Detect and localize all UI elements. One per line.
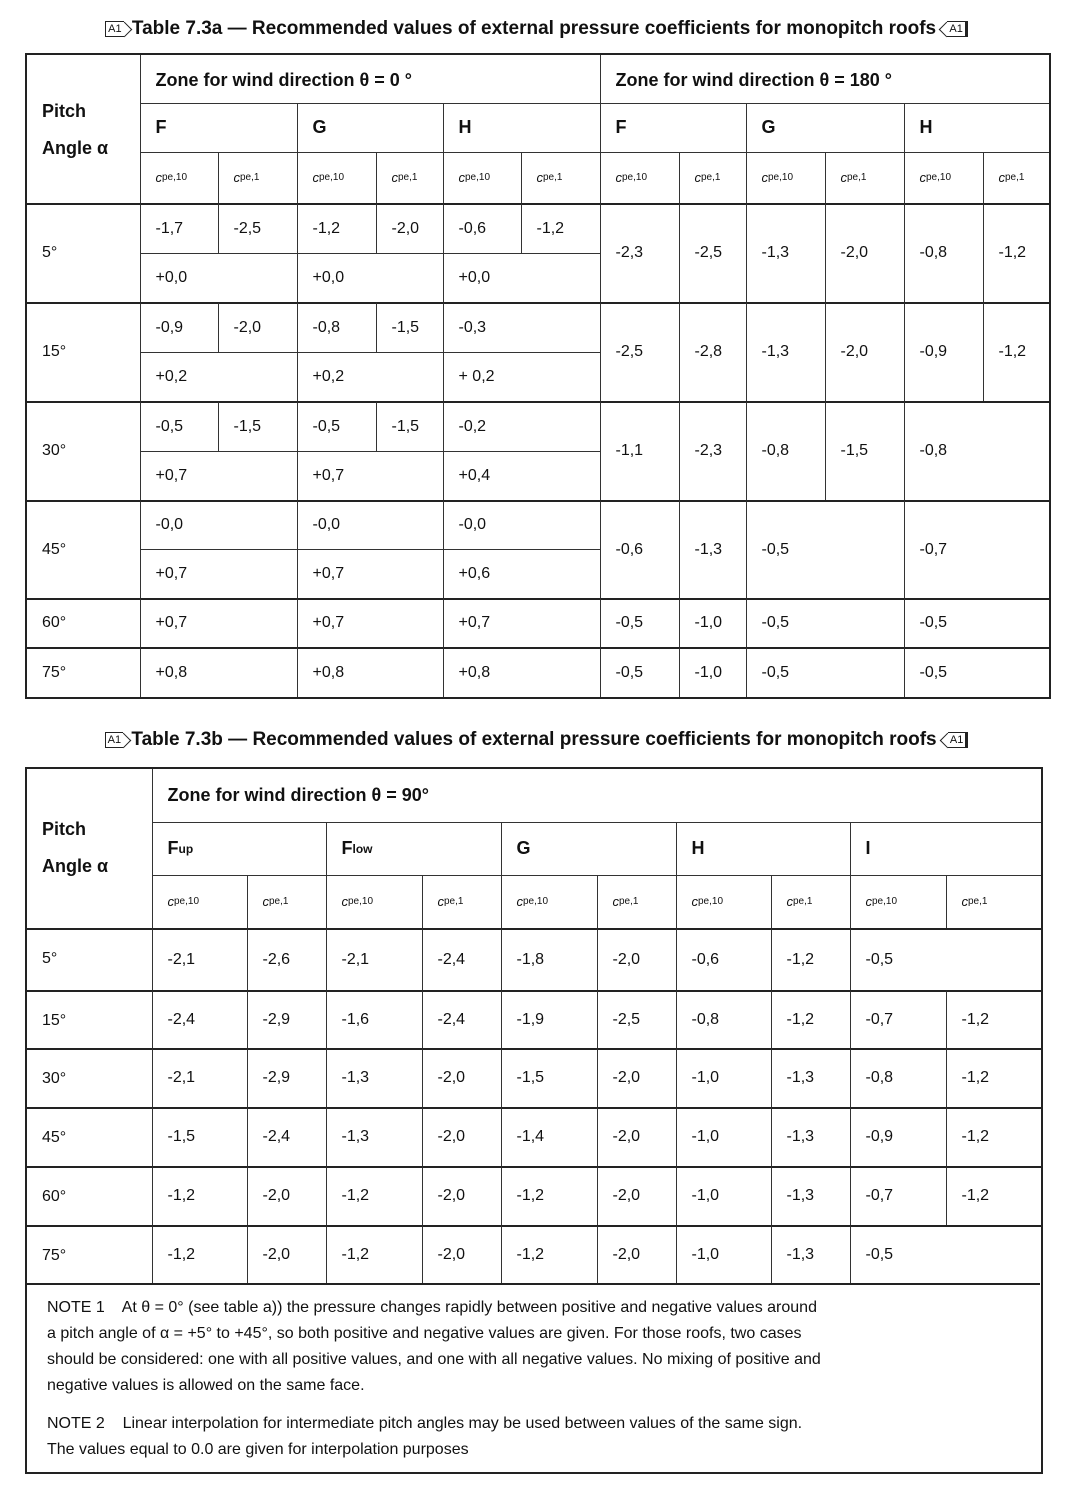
notes-section — [27, 1283, 1040, 1472]
cpe1-header — [521, 152, 600, 203]
zone-letter: I — [865, 838, 871, 858]
cpe-value-cell: -0,6 — [443, 203, 521, 253]
cpe-value-cell: -1,3 — [771, 1107, 850, 1166]
cpe-value-cell: -1,0 — [676, 1225, 771, 1283]
cpe-value-cell: -1,3 — [326, 1107, 422, 1166]
cpe-value-cell: -1,3 — [771, 1048, 850, 1107]
table-7-3b — [25, 767, 1043, 1474]
cpe-value-cell: -2,0 — [218, 302, 297, 352]
cpe-value-cell-theta-180: -0,5 — [746, 647, 904, 697]
cpe-symbol: c — [612, 894, 619, 909]
cpe-positive-value-cell: +0,0 — [443, 253, 600, 302]
cpe-symbol: c — [919, 170, 926, 185]
cpe-value-cell-theta-180: -1,0 — [679, 647, 746, 697]
cpe-value-cell-theta-180: -1,5 — [825, 401, 904, 500]
amendment-end-marker-icon: A1 — [947, 21, 967, 37]
cpe-value-cell: -1,2 — [771, 928, 850, 990]
cpe-value-cell: -0,5 — [850, 1225, 1041, 1283]
cpe-symbol: c — [786, 894, 793, 909]
cpe-value-cell-theta-180: -1,1 — [600, 401, 679, 500]
amendment-end-marker-icon: A1 — [948, 732, 968, 748]
cpe-value-cell-theta-180: -2,8 — [679, 302, 746, 401]
cpe-value-cell: -1,0 — [676, 1048, 771, 1107]
zone-letter-header: F — [140, 103, 297, 152]
pitch-angle-cell: 45° — [27, 500, 142, 598]
cpe-subscript: pe,1 — [444, 896, 464, 907]
note-line: The values equal to 0.0 are given for interpolation purposes — [47, 1440, 469, 1458]
cpe-value-cell: -0,3 — [443, 302, 600, 352]
zone-letter-header — [501, 822, 676, 875]
cpe-value-cell: -1,2 — [946, 1048, 1041, 1107]
cpe-value-cell: -2,1 — [152, 928, 247, 990]
cpe1-header — [946, 875, 1041, 928]
amendment-start-marker-icon: A1 — [105, 21, 123, 37]
cpe-value-cell-theta-180: -0,5 — [746, 500, 904, 598]
cpe-value-cell: -1,5 — [152, 1107, 247, 1166]
cpe-positive-value-cell: +0,0 — [297, 253, 443, 302]
cpe-subscript: pe,1 — [619, 896, 639, 907]
cpe-symbol: c — [233, 170, 240, 185]
cpe-symbol: c — [536, 170, 543, 185]
cpe1-header — [679, 152, 746, 203]
cpe-value-cell-theta-180: -1,3 — [679, 500, 746, 598]
cpe-subscript: pe,1 — [269, 896, 289, 907]
cpe-subscript: pe,1 — [398, 172, 418, 183]
cpe-value-cell-theta-180: -0,5 — [600, 598, 679, 647]
cpe-subscript: pe,10 — [768, 172, 794, 183]
cpe-value-cell-theta-180: -2,3 — [679, 401, 746, 500]
cpe-positive-value-cell: +0,2 — [297, 352, 443, 401]
cpe-value-cell: -1,2 — [501, 1225, 597, 1283]
cpe-symbol: c — [437, 894, 444, 909]
cpe-value-cell-theta-180: -0,6 — [600, 500, 679, 598]
cpe-value-cell-theta-180: -0,5 — [600, 647, 679, 697]
cpe-value-cell: -1,2 — [946, 990, 1041, 1048]
cpe-value-cell: -1,2 — [152, 1166, 247, 1225]
cpe-value-cell: -1,5 — [376, 302, 443, 352]
zone-header-theta-0: Zone for wind direction θ = 0 ° — [140, 55, 600, 105]
cpe-value-cell: -0,5 — [140, 401, 218, 451]
cpe1-header — [597, 875, 676, 928]
cpe-value-cell: -2,4 — [422, 928, 501, 990]
cpe-value-cell-theta-180: -1,0 — [679, 598, 746, 647]
note-1 — [47, 1295, 1040, 1399]
zone-letter-header — [326, 822, 501, 875]
cpe-subscript: pe,10 — [872, 896, 898, 907]
zone-letter: H — [691, 838, 705, 858]
table-b-caption-text: Table 7.3b — Recommended values of external pressure coefficients for monopitch roofs — [131, 729, 937, 750]
cpe-subscript: pe,1 — [543, 172, 563, 183]
cpe-positive-value-cell: +0,7 — [140, 451, 297, 500]
cpe10-header — [152, 875, 247, 928]
cpe-value-cell: -0,8 — [676, 990, 771, 1048]
cpe-value-cell: -0,9 — [140, 302, 218, 352]
cpe1-header — [218, 152, 297, 203]
cpe-subscript: pe,1 — [847, 172, 867, 183]
cpe-value-cell: -2,4 — [247, 1107, 326, 1166]
cpe-subscript: pe,10 — [348, 896, 374, 907]
note-line: negative values is allowed on the same face. — [47, 1376, 365, 1394]
cpe-value-cell: -2,4 — [152, 990, 247, 1048]
cpe-value-cell: -1,8 — [501, 928, 597, 990]
zone-letter-header: H — [904, 103, 1049, 152]
pitch-angle-header — [27, 55, 142, 205]
cpe-positive-value-cell: +0,4 — [443, 451, 600, 500]
cpe10-header — [850, 875, 946, 928]
pitch-angle-cell: 60° — [27, 1166, 154, 1225]
cpe-value-cell: -2,0 — [597, 1166, 676, 1225]
cpe-positive-value-cell: +0,7 — [297, 549, 443, 598]
pitch-angle-cell: 5° — [27, 203, 142, 302]
pitch-angle-cell: 15° — [27, 302, 142, 401]
pitch-angle-cell: 75° — [27, 1225, 154, 1283]
cpe-value-cell: -1,5 — [501, 1048, 597, 1107]
cpe-value-cell: -0,5 — [850, 928, 1041, 990]
cpe-symbol: c — [998, 170, 1005, 185]
cpe-value-cell: +0,7 — [443, 598, 600, 647]
cpe-symbol: c — [312, 170, 319, 185]
cpe-value-cell: -1,2 — [771, 990, 850, 1048]
cpe-value-cell: -2,9 — [247, 1048, 326, 1107]
cpe-value-cell-theta-180: -0,5 — [904, 598, 1049, 647]
cpe-value-cell: -0,0 — [443, 500, 600, 549]
cpe-value-cell: -2,4 — [422, 990, 501, 1048]
cpe-value-cell: -1,0 — [676, 1107, 771, 1166]
cpe-value-cell: -2,0 — [422, 1048, 501, 1107]
cpe10-header — [326, 875, 422, 928]
cpe-symbol: c — [458, 170, 465, 185]
cpe-value-cell-theta-180: -2,0 — [825, 302, 904, 401]
cpe-symbol: c — [691, 894, 698, 909]
cpe-value-cell: +0,7 — [297, 598, 443, 647]
cpe1-header — [983, 152, 1049, 203]
cpe-value-cell: -2,6 — [247, 928, 326, 990]
cpe-value-cell-theta-180: -2,5 — [679, 203, 746, 302]
cpe-value-cell: -2,0 — [376, 203, 443, 253]
cpe-value-cell: -2,0 — [422, 1225, 501, 1283]
cpe-value-cell: -0,9 — [850, 1107, 946, 1166]
cpe-value-cell: +0,8 — [443, 647, 600, 697]
cpe-subscript: pe,10 — [926, 172, 952, 183]
cpe-value-cell-theta-180: -1,3 — [746, 302, 825, 401]
cpe-value-cell-theta-180: -1,3 — [746, 203, 825, 302]
cpe-value-cell: -1,5 — [218, 401, 297, 451]
pitch-angle-cell: 5° — [27, 928, 154, 990]
cpe-symbol: c — [391, 170, 398, 185]
zone-letter: G — [516, 838, 531, 858]
zone-letter: F — [341, 838, 353, 858]
zone-letter-header: G — [746, 103, 904, 152]
cpe-symbol: c — [694, 170, 701, 185]
cpe-subscript: pe,1 — [240, 172, 260, 183]
cpe-subscript: pe,10 — [162, 172, 188, 183]
cpe-symbol: c — [840, 170, 847, 185]
cpe-value-cell: -1,5 — [376, 401, 443, 451]
cpe-value-cell: -2,0 — [597, 1107, 676, 1166]
cpe-subscript: pe,10 — [698, 896, 724, 907]
note-line: should be considered: one with all positive values, and one with all negative values. No mixing of positive and — [47, 1350, 821, 1368]
cpe-value-cell-theta-180: -0,8 — [746, 401, 825, 500]
cpe-value-cell: -0,2 — [443, 401, 600, 451]
cpe-value-cell: -1,4 — [501, 1107, 597, 1166]
cpe-value-cell: -0,5 — [297, 401, 376, 451]
cpe-value-cell: -0,0 — [297, 500, 443, 549]
cpe-positive-value-cell: +0,2 — [140, 352, 297, 401]
cpe-value-cell: -2,0 — [422, 1107, 501, 1166]
table-b-caption — [0, 729, 1073, 751]
cpe-value-cell: -2,0 — [597, 928, 676, 990]
zone-letter-header — [676, 822, 850, 875]
cpe-subscript: pe,1 — [701, 172, 721, 183]
cpe-subscript: pe,1 — [1005, 172, 1025, 183]
cpe-value-cell: -1,2 — [326, 1166, 422, 1225]
cpe-subscript: pe,1 — [968, 896, 988, 907]
cpe-value-cell: -1,3 — [771, 1166, 850, 1225]
cpe1-header — [825, 152, 904, 203]
cpe-symbol: c — [341, 894, 348, 909]
cpe-value-cell: -1,2 — [326, 1225, 422, 1283]
cpe-value-cell: -2,0 — [422, 1166, 501, 1225]
amendment-start-marker-icon: A1 — [105, 732, 123, 748]
pitch-angle-cell: 30° — [27, 1048, 154, 1107]
cpe-value-cell: -2,5 — [218, 203, 297, 253]
cpe-subscript: pe,1 — [793, 896, 813, 907]
zone-letter-header: G — [297, 103, 443, 152]
cpe-value-cell: +0,8 — [297, 647, 443, 697]
cpe-value-cell: -1,9 — [501, 990, 597, 1048]
cpe-subscript: pe,10 — [174, 896, 200, 907]
cpe-value-cell-theta-180: -1,2 — [983, 302, 1049, 401]
cpe-symbol: c — [961, 894, 968, 909]
cpe-subscript: pe,10 — [465, 172, 491, 183]
cpe-symbol: c — [865, 894, 872, 909]
cpe-positive-value-cell: +0,7 — [297, 451, 443, 500]
zone-letter-header — [152, 822, 326, 875]
cpe-symbol: c — [516, 894, 523, 909]
cpe10-header — [501, 875, 597, 928]
pitch-angle-header-line: Pitch — [42, 819, 87, 839]
cpe-value-cell: -1,7 — [140, 203, 218, 253]
cpe10-header — [904, 152, 983, 203]
cpe1-header — [376, 152, 443, 203]
cpe10-header — [676, 875, 771, 928]
cpe-value-cell: -1,6 — [326, 990, 422, 1048]
cpe-value-cell: -2,0 — [247, 1166, 326, 1225]
cpe-value-cell-theta-180: -0,8 — [904, 203, 983, 302]
zone-letter: F — [167, 838, 179, 858]
cpe-value-cell-theta-180: -1,2 — [983, 203, 1049, 302]
cpe-value-cell: -1,2 — [946, 1166, 1041, 1225]
cpe-value-cell-theta-180: -0,7 — [904, 500, 1049, 598]
cpe-value-cell-theta-180: -0,5 — [746, 598, 904, 647]
cpe-subscript: pe,10 — [622, 172, 648, 183]
cpe-value-cell: -2,5 — [597, 990, 676, 1048]
cpe-value-cell-theta-180: -2,5 — [600, 302, 679, 401]
cpe-value-cell-theta-180: -0,8 — [904, 401, 1049, 500]
pitch-angle-cell: 45° — [27, 1107, 154, 1166]
cpe1-header — [771, 875, 850, 928]
cpe-value-cell: -0,0 — [140, 500, 297, 549]
zone-header-theta-90: Zone for wind direction θ = 90° — [152, 769, 1041, 822]
cpe-value-cell: -1,2 — [152, 1225, 247, 1283]
pitch-angle-header — [27, 769, 154, 927]
cpe-value-cell: -2,0 — [597, 1048, 676, 1107]
cpe-value-cell: -0,6 — [676, 928, 771, 990]
cpe-value-cell: -0,8 — [850, 1048, 946, 1107]
cpe-value-cell: -2,1 — [326, 928, 422, 990]
cpe-positive-value-cell: +0,6 — [443, 549, 600, 598]
zone-header-theta-180: Zone for wind direction θ = 180 ° — [600, 55, 1049, 105]
cpe-value-cell: -1,2 — [297, 203, 376, 253]
cpe-value-cell: +0,7 — [140, 598, 297, 647]
cpe-value-cell-theta-180: -0,9 — [904, 302, 983, 401]
cpe-symbol: c — [167, 894, 174, 909]
cpe-value-cell: -1,2 — [946, 1107, 1041, 1166]
cpe10-header — [600, 152, 679, 203]
cpe-symbol: c — [615, 170, 622, 185]
cpe-symbol: c — [155, 170, 162, 185]
pitch-angle-header-line: Angle α — [42, 138, 109, 158]
cpe-value-cell: -2,0 — [247, 1225, 326, 1283]
cpe-value-cell-theta-180: -0,5 — [904, 647, 1049, 697]
cpe-positive-value-cell: + 0,2 — [443, 352, 600, 401]
zone-letter-header: F — [600, 103, 746, 152]
cpe-value-cell: -1,2 — [521, 203, 600, 253]
cpe-value-cell: -1,3 — [326, 1048, 422, 1107]
pitch-angle-cell: 60° — [27, 598, 142, 647]
cpe-positive-value-cell: +0,0 — [140, 253, 297, 302]
note-line: a pitch angle of α = +5° to +45°, so both positive and negative values are given. For those roofs, two cases — [47, 1324, 802, 1342]
table-a-caption — [0, 18, 1073, 40]
cpe-value-cell: -1,0 — [676, 1166, 771, 1225]
pitch-angle-cell: 75° — [27, 647, 142, 697]
cpe-value-cell: -2,1 — [152, 1048, 247, 1107]
table-7-3a — [25, 53, 1051, 699]
table-a-caption-text: Table 7.3a — Recommended values of external pressure coefficients for monopitch roofs — [131, 18, 937, 39]
cpe-value-cell: -1,2 — [501, 1166, 597, 1225]
cpe-symbol: c — [262, 894, 269, 909]
cpe10-header — [297, 152, 376, 203]
cpe-symbol: c — [761, 170, 768, 185]
cpe-value-cell: -0,7 — [850, 1166, 946, 1225]
cpe-value-cell: -2,0 — [597, 1225, 676, 1283]
cpe10-header — [746, 152, 825, 203]
cpe10-header — [443, 152, 521, 203]
zone-letter-header: H — [443, 103, 600, 152]
cpe-subscript: pe,10 — [523, 896, 549, 907]
zone-letter-subscript: low — [352, 841, 373, 856]
zone-letter-subscript: up — [178, 841, 194, 856]
cpe10-header — [140, 152, 218, 203]
cpe-value-cell: -1,3 — [771, 1225, 850, 1283]
pitch-angle-header-line: Pitch — [42, 101, 87, 121]
cpe-value-cell-theta-180: -2,3 — [600, 203, 679, 302]
pitch-angle-header-line: Angle α — [42, 856, 109, 876]
note-line: NOTE 1 At θ = 0° (see table a)) the pressure changes rapidly between positive and negative values around — [47, 1298, 817, 1316]
cpe-value-cell: -2,9 — [247, 990, 326, 1048]
cpe-positive-value-cell: +0,7 — [140, 549, 297, 598]
cpe-value-cell: -0,7 — [850, 990, 946, 1048]
note-line: NOTE 2 Linear interpolation for intermediate pitch angles may be used between values of the same sign. — [47, 1414, 803, 1432]
cpe-value-cell: -0,8 — [297, 302, 376, 352]
note-2 — [47, 1411, 1040, 1463]
cpe-value-cell: +0,8 — [140, 647, 297, 697]
pitch-angle-cell: 30° — [27, 401, 142, 500]
zone-letter-header — [850, 822, 1041, 875]
cpe1-header — [247, 875, 326, 928]
cpe1-header — [422, 875, 501, 928]
pitch-angle-cell: 15° — [27, 990, 154, 1048]
cpe-value-cell-theta-180: -2,0 — [825, 203, 904, 302]
cpe-subscript: pe,10 — [319, 172, 345, 183]
